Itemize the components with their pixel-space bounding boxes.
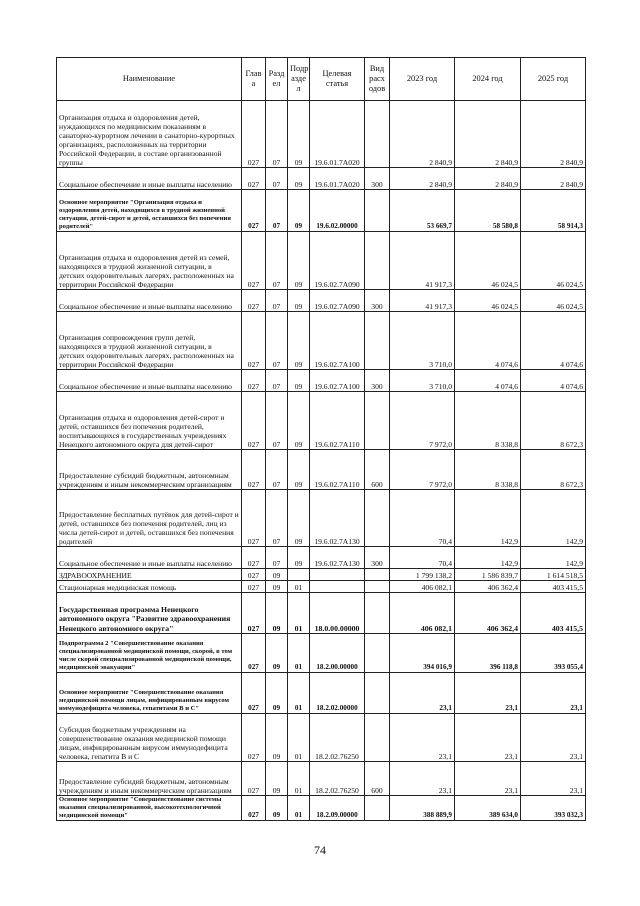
cell-2023: 394 016,9 — [390, 634, 455, 673]
cell-2024: 389 634,0 — [455, 796, 521, 821]
cell-2024: 142,9 — [455, 490, 521, 547]
cell-podrazdel: 01 — [288, 581, 310, 593]
cell-article: 18.0.00.00000 — [310, 593, 365, 634]
cell-2023: 41 917,3 — [390, 232, 455, 290]
cell-name: Предоставление бесплатных путёвок для детей-сирот и детей, оставшихся без попечения родителей, лиц из числа детей-сирот и детей, оставшихся без попечения родителей — [57, 490, 242, 547]
table-row — [57, 290, 586, 312]
table-row — [57, 581, 586, 593]
cell-vid — [365, 569, 390, 581]
cell-name: Основное мероприятие "Совершенствование оказания медицинской помощи лицам, инфицированным вирусом иммунодефицита человека, гепатитами B и C" — [57, 673, 242, 714]
cell-name: Организация сопровождения групп детей, находящихся в трудной жизненной ситуации, в детских оздоровительных лагерях, расположенных на территории Российской Федерации — [57, 312, 242, 370]
cell-2023: 2 840,9 — [390, 101, 455, 168]
cell-glava: 027 — [242, 581, 266, 593]
header-name: Наименование — [57, 58, 242, 101]
cell-2025: 403 415,5 — [521, 593, 586, 634]
cell-2025: 393 055,4 — [521, 634, 586, 673]
cell-article: 19.6.02.7A110 — [310, 392, 365, 450]
cell-name: Основное мероприятие "Организация отдыха и оздоровления детей, находящихся в трудной жизненной ситуации, детей-сирот и детей, оставшихся без попечения родителей" — [57, 190, 242, 232]
table-row — [57, 232, 586, 290]
cell-razdel: 09 — [266, 569, 288, 581]
cell-article: 18.2.02.76250 — [310, 762, 365, 796]
header-article: Целевая статья — [310, 58, 365, 101]
cell-2024: 142,9 — [455, 547, 521, 569]
cell-vid: 300 — [365, 168, 390, 190]
cell-vid — [365, 673, 390, 714]
cell-2024: 2 840,9 — [455, 101, 521, 168]
cell-glava: 027 — [242, 101, 266, 168]
cell-razdel: 09 — [266, 634, 288, 673]
header-2024: 2024 год — [455, 58, 521, 101]
cell-razdel: 07 — [266, 168, 288, 190]
cell-vid: 300 — [365, 370, 390, 392]
header-2023: 2023 год — [390, 58, 455, 101]
cell-2024: 23,1 — [455, 762, 521, 796]
cell-vid: 600 — [365, 450, 390, 490]
cell-razdel: 07 — [266, 450, 288, 490]
cell-glava: 027 — [242, 634, 266, 673]
cell-vid — [365, 101, 390, 168]
cell-podrazdel: 09 — [288, 392, 310, 450]
cell-podrazdel: 09 — [288, 232, 310, 290]
cell-2024: 1 586 839,7 — [455, 569, 521, 581]
cell-article: 19.6.02.7A110 — [310, 450, 365, 490]
cell-podrazdel: 09 — [288, 450, 310, 490]
cell-2023: 2 840,9 — [390, 168, 455, 190]
cell-name: Стационарная медицинская помощь — [57, 581, 242, 593]
cell-razdel: 07 — [266, 101, 288, 168]
cell-podrazdel: 01 — [288, 796, 310, 821]
cell-2025: 23,1 — [521, 762, 586, 796]
table-row — [57, 190, 586, 232]
cell-2023: 388 889,9 — [390, 796, 455, 821]
cell-glava: 027 — [242, 190, 266, 232]
cell-name: Организация отдыха и оздоровления детей, нуждающихся по медицинским показаниям в санаторно-курортном лечении в санаторно-курортных организациях, расположенных на территории Российской Федерации, в составе организованной группы — [57, 101, 242, 168]
cell-article: 18.2.02.76250 — [310, 714, 365, 762]
cell-glava: 027 — [242, 290, 266, 312]
cell-razdel: 09 — [266, 796, 288, 821]
cell-razdel: 07 — [266, 490, 288, 547]
cell-2025: 58 914,3 — [521, 190, 586, 232]
cell-2024: 23,1 — [455, 673, 521, 714]
table-row — [57, 450, 586, 490]
cell-name: Социальное обеспечение и иные выплаты населению — [57, 168, 242, 190]
cell-2024: 4 074,6 — [455, 370, 521, 392]
table-row — [57, 490, 586, 547]
cell-vid: 300 — [365, 290, 390, 312]
cell-glava: 027 — [242, 796, 266, 821]
cell-article: 19.6.01.7A020 — [310, 168, 365, 190]
cell-2024: 46 024,5 — [455, 232, 521, 290]
cell-name: Социальное обеспечение и иные выплаты населению — [57, 290, 242, 312]
cell-2023: 3 710,0 — [390, 312, 455, 370]
cell-podrazdel: 09 — [288, 370, 310, 392]
cell-razdel: 07 — [266, 392, 288, 450]
cell-podrazdel: 09 — [288, 312, 310, 370]
table-row — [57, 673, 586, 714]
cell-2023: 23,1 — [390, 714, 455, 762]
header-2025: 2025 год — [521, 58, 586, 101]
cell-razdel: 07 — [266, 290, 288, 312]
cell-2023: 70,4 — [390, 547, 455, 569]
cell-vid — [365, 232, 390, 290]
cell-glava: 027 — [242, 232, 266, 290]
cell-glava: 027 — [242, 547, 266, 569]
cell-2025: 4 074,6 — [521, 370, 586, 392]
cell-2024: 4 074,6 — [455, 312, 521, 370]
cell-article: 19.6.02.00000 — [310, 190, 365, 232]
cell-razdel: 09 — [266, 581, 288, 593]
table-row — [57, 547, 586, 569]
cell-podrazdel: 01 — [288, 714, 310, 762]
cell-2025: 46 024,5 — [521, 290, 586, 312]
cell-vid — [365, 392, 390, 450]
cell-vid — [365, 796, 390, 821]
cell-2023: 41 917,3 — [390, 290, 455, 312]
cell-razdel: 09 — [266, 714, 288, 762]
cell-2023: 7 972,0 — [390, 392, 455, 450]
cell-razdel: 09 — [266, 673, 288, 714]
cell-2023: 7 972,0 — [390, 450, 455, 490]
cell-2025: 142,9 — [521, 490, 586, 547]
cell-article — [310, 581, 365, 593]
cell-vid — [365, 634, 390, 673]
cell-name: Основное мероприятие "Совершенствование системы оказания специализированной, высокотехнологичной медицинской помощи" — [57, 796, 242, 821]
cell-2025: 1 614 518,5 — [521, 569, 586, 581]
cell-2025: 8 672,3 — [521, 450, 586, 490]
header-podrazdel: Подр азде л — [288, 58, 310, 101]
cell-vid — [365, 490, 390, 547]
cell-glava: 027 — [242, 312, 266, 370]
cell-article: 19.6.02.7A100 — [310, 312, 365, 370]
cell-2023: 3 710,0 — [390, 370, 455, 392]
cell-article: 19.6.02.7A130 — [310, 490, 365, 547]
cell-name: Организация отдыха и оздоровления детей из семей, находящихся в трудной жизненной ситуации, в детских оздоровительных лагерях, расположенных на территории Российской Федерации — [57, 232, 242, 290]
budget-table — [56, 57, 586, 821]
cell-2024: 58 580,8 — [455, 190, 521, 232]
table-row — [57, 593, 586, 634]
cell-vid: 600 — [365, 762, 390, 796]
cell-podrazdel: 01 — [288, 673, 310, 714]
cell-2025: 393 032,3 — [521, 796, 586, 821]
cell-2025: 2 840,9 — [521, 168, 586, 190]
cell-article: 18.2.00.00000 — [310, 634, 365, 673]
table-body — [57, 101, 586, 821]
cell-2025: 2 840,9 — [521, 101, 586, 168]
table-row — [57, 101, 586, 168]
cell-2023: 23,1 — [390, 762, 455, 796]
cell-glava: 027 — [242, 762, 266, 796]
cell-razdel: 07 — [266, 190, 288, 232]
cell-glava: 027 — [242, 569, 266, 581]
cell-2023: 53 669,7 — [390, 190, 455, 232]
cell-name: Государственная программа Ненецкого автономного округа "Развитие здравоохранения Ненецкого автономного округа" — [57, 593, 242, 634]
cell-glava: 027 — [242, 490, 266, 547]
cell-name: ЗДРАВООХРАНЕНИЕ — [57, 569, 242, 581]
cell-2024: 8 338,8 — [455, 392, 521, 450]
cell-glava: 027 — [242, 450, 266, 490]
cell-2025: 23,1 — [521, 673, 586, 714]
table-row — [57, 714, 586, 762]
cell-razdel: 09 — [266, 762, 288, 796]
cell-article: 19.6.02.7A090 — [310, 290, 365, 312]
table-row — [57, 569, 586, 581]
cell-article — [310, 569, 365, 581]
table-header-row — [57, 58, 586, 101]
cell-vid — [365, 714, 390, 762]
cell-2023: 1 799 138,2 — [390, 569, 455, 581]
cell-2024: 46 024,5 — [455, 290, 521, 312]
cell-razdel: 07 — [266, 547, 288, 569]
table-row — [57, 370, 586, 392]
table-row — [57, 796, 586, 821]
cell-2025: 46 024,5 — [521, 232, 586, 290]
cell-vid — [365, 593, 390, 634]
cell-2025: 23,1 — [521, 714, 586, 762]
cell-2024: 2 840,9 — [455, 168, 521, 190]
table-row — [57, 392, 586, 450]
cell-glava: 027 — [242, 370, 266, 392]
cell-name: Предоставление субсидий бюджетным, автономным учреждениям и иным некоммерческим организациям — [57, 450, 242, 490]
cell-2024: 23,1 — [455, 714, 521, 762]
cell-podrazdel: 09 — [288, 490, 310, 547]
cell-2024: 406 362,4 — [455, 581, 521, 593]
cell-podrazdel: 09 — [288, 290, 310, 312]
cell-razdel: 09 — [266, 593, 288, 634]
cell-glava: 027 — [242, 714, 266, 762]
cell-name: Социальное обеспечение и иные выплаты населению — [57, 370, 242, 392]
cell-2024: 406 362,4 — [455, 593, 521, 634]
cell-vid — [365, 190, 390, 232]
cell-vid: 300 — [365, 547, 390, 569]
cell-name: Субсидия бюджетным учреждениям на совершенствование оказания медицинской помощи лицам, инфицированным вирусом иммунодефицита человека, гепатита B и C — [57, 714, 242, 762]
cell-glava: 027 — [242, 168, 266, 190]
table-row — [57, 762, 586, 796]
page-number: 74 — [314, 843, 326, 857]
cell-razdel: 07 — [266, 312, 288, 370]
cell-article: 19.6.01.7A020 — [310, 101, 365, 168]
cell-name: Подпрограмма 2 "Совершенствование оказания специализированной медицинской помощи, скорой, в том числе скорой специализированной медицинской помощи, медицинской эвакуации" — [57, 634, 242, 673]
cell-vid — [365, 581, 390, 593]
cell-article: 19.6.02.7A090 — [310, 232, 365, 290]
cell-vid — [365, 312, 390, 370]
cell-razdel: 07 — [266, 232, 288, 290]
table-row — [57, 312, 586, 370]
header-vid: Вид расх одов — [365, 58, 390, 101]
cell-razdel: 07 — [266, 370, 288, 392]
cell-2023: 23,1 — [390, 673, 455, 714]
cell-2024: 396 118,8 — [455, 634, 521, 673]
cell-2025: 403 415,5 — [521, 581, 586, 593]
cell-2025: 4 074,6 — [521, 312, 586, 370]
cell-glava: 027 — [242, 392, 266, 450]
cell-name: Предоставление субсидий бюджетным, автономным учреждениям и иным некоммерческим организациям — [57, 762, 242, 796]
cell-podrazdel — [288, 569, 310, 581]
cell-article: 19.6.02.7A100 — [310, 370, 365, 392]
cell-podrazdel: 01 — [288, 762, 310, 796]
cell-2025: 8 672,3 — [521, 392, 586, 450]
cell-2023: 70,4 — [390, 490, 455, 547]
table-row — [57, 634, 586, 673]
cell-2024: 8 338,8 — [455, 450, 521, 490]
cell-podrazdel: 09 — [288, 168, 310, 190]
table-row — [57, 168, 586, 190]
header-glava: Глав а — [242, 58, 266, 101]
cell-podrazdel: 01 — [288, 593, 310, 634]
cell-article: 18.2.02.00000 — [310, 673, 365, 714]
cell-article: 18.2.09.00000 — [310, 796, 365, 821]
cell-podrazdel: 09 — [288, 190, 310, 232]
cell-2023: 406 082,1 — [390, 581, 455, 593]
cell-podrazdel: 09 — [288, 547, 310, 569]
cell-name: Организация отдыха и оздоровления детей-сирот и детей, оставшихся без попечения родителей, воспитывающихся в государственных учреждениях Ненецкого автономного округа для детей-сирот — [57, 392, 242, 450]
cell-podrazdel: 09 — [288, 101, 310, 168]
cell-2023: 406 082,1 — [390, 593, 455, 634]
cell-article: 19.6.02.7A130 — [310, 547, 365, 569]
cell-podrazdel: 01 — [288, 634, 310, 673]
header-razdel: Разд ел — [266, 58, 288, 101]
cell-name: Социальное обеспечение и иные выплаты населению — [57, 547, 242, 569]
cell-2025: 142,9 — [521, 547, 586, 569]
cell-glava: 027 — [242, 673, 266, 714]
cell-glava: 027 — [242, 593, 266, 634]
